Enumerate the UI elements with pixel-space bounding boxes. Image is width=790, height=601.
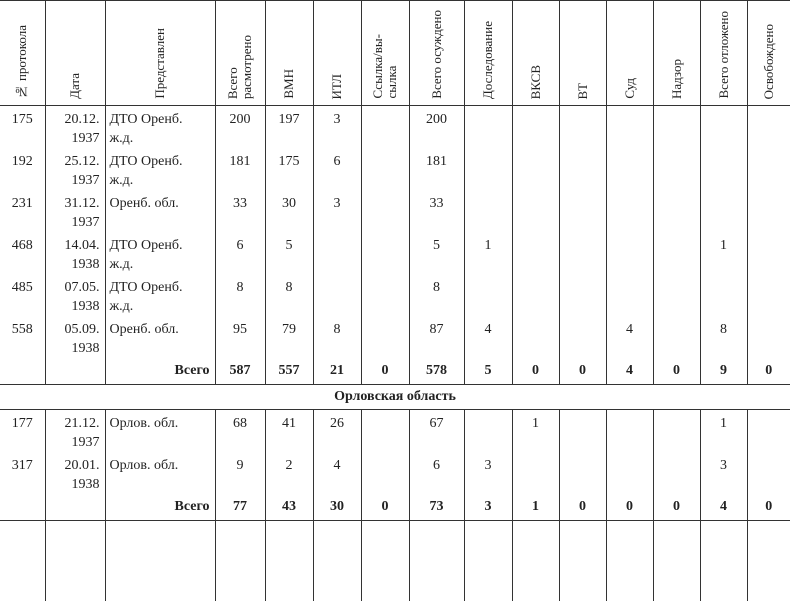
cell-exile xyxy=(361,148,409,190)
col-exile: Ссылка/вы- сылка xyxy=(361,1,409,106)
cell-total-reviewed xyxy=(215,106,265,149)
total-itl xyxy=(313,494,361,521)
col-supervision: Надзор xyxy=(653,1,700,106)
cell-date xyxy=(45,148,105,190)
table-row xyxy=(0,410,790,453)
cell-total-postponed xyxy=(700,190,747,232)
filler-row xyxy=(0,521,790,601)
total-total-reviewed xyxy=(215,358,265,385)
cell-date xyxy=(45,410,105,453)
cell-supervision xyxy=(653,452,700,494)
cell-date xyxy=(45,452,105,494)
cell-date xyxy=(45,190,105,232)
total-reinvestigation-text: 5 xyxy=(485,363,492,378)
cell-total-postponed xyxy=(700,232,747,274)
total-vt-text: 0 xyxy=(579,499,586,514)
cell-vmn xyxy=(265,148,313,190)
total-court xyxy=(606,494,653,521)
cell-court xyxy=(606,316,653,358)
cell-court xyxy=(606,190,653,232)
cell-presented-text: Оренб. обл. xyxy=(110,196,179,211)
empty-cell xyxy=(653,521,700,601)
total-vt xyxy=(559,494,606,521)
cell-itl xyxy=(313,452,361,494)
cell-supervision xyxy=(653,410,700,453)
col-protocol: № протокола xyxy=(0,1,45,106)
cell-presented xyxy=(105,190,215,232)
cell-protocol xyxy=(0,274,45,316)
cell-reinvestigation-text: 4 xyxy=(485,322,492,337)
cell-presented xyxy=(105,452,215,494)
cell-itl-text: 3 xyxy=(334,112,341,127)
cell-date-text: 07.05. 1938 xyxy=(65,280,100,314)
empty-cell xyxy=(409,521,464,601)
cell-court xyxy=(606,232,653,274)
cell-presented-text: ДТО Оренб. ж.д. xyxy=(110,238,183,272)
cell-released xyxy=(747,232,790,274)
cell-total-convicted xyxy=(409,190,464,232)
header-row xyxy=(0,1,790,106)
total-released-text: 0 xyxy=(765,499,772,514)
cell-total-postponed xyxy=(700,316,747,358)
cell-total-convicted xyxy=(409,452,464,494)
total-vmn-text: 43 xyxy=(282,499,296,514)
table-row xyxy=(0,316,790,358)
total-itl-text: 21 xyxy=(330,363,344,378)
total-vksv-text: 0 xyxy=(532,363,539,378)
cell-date xyxy=(45,106,105,149)
total-itl xyxy=(313,358,361,385)
cell-vt xyxy=(559,232,606,274)
cell-vt xyxy=(559,106,606,149)
cell-total-reviewed-text: 200 xyxy=(230,112,251,127)
cell-total-reviewed xyxy=(215,148,265,190)
total-empty xyxy=(45,358,105,385)
empty-cell xyxy=(265,521,313,601)
cell-total-postponed xyxy=(700,106,747,149)
total-total-postponed-text: 9 xyxy=(720,363,727,378)
cell-total-reviewed-text: 95 xyxy=(233,322,247,337)
cell-reinvestigation xyxy=(464,148,512,190)
cell-total-convicted-text: 181 xyxy=(426,154,447,169)
total-vt-text: 0 xyxy=(579,363,586,378)
col-vksv: ВКСВ xyxy=(512,1,559,106)
cell-date xyxy=(45,274,105,316)
empty-cell xyxy=(0,521,45,601)
cell-vt xyxy=(559,410,606,453)
cell-vt xyxy=(559,452,606,494)
cell-protocol xyxy=(0,232,45,274)
cell-total-reviewed-text: 6 xyxy=(237,238,244,253)
cell-total-reviewed-text: 68 xyxy=(233,416,247,431)
cell-protocol-text: 468 xyxy=(12,238,33,253)
cell-vmn-text: 41 xyxy=(282,416,296,431)
col-court: Суд xyxy=(606,1,653,106)
total-empty xyxy=(45,494,105,521)
cell-vt xyxy=(559,316,606,358)
cell-vksv xyxy=(512,274,559,316)
cell-itl xyxy=(313,190,361,232)
cell-supervision xyxy=(653,148,700,190)
table-row xyxy=(0,274,790,316)
cell-total-postponed xyxy=(700,410,747,453)
cell-vmn xyxy=(265,452,313,494)
cell-released xyxy=(747,106,790,149)
total-row xyxy=(0,494,790,521)
cell-presented-text: Орлов. обл. xyxy=(110,416,179,431)
cell-vmn xyxy=(265,106,313,149)
cell-court xyxy=(606,410,653,453)
cell-total-postponed xyxy=(700,148,747,190)
total-court-text: 0 xyxy=(626,499,633,514)
cell-total-convicted xyxy=(409,316,464,358)
cell-vmn xyxy=(265,316,313,358)
cell-released xyxy=(747,410,790,453)
total-supervision-text: 0 xyxy=(673,363,680,378)
cell-date-text: 21.12. 1937 xyxy=(65,416,100,450)
total-label xyxy=(105,494,215,521)
cell-exile xyxy=(361,106,409,149)
cell-total-convicted xyxy=(409,148,464,190)
cell-total-convicted-text: 33 xyxy=(430,196,444,211)
total-total-reviewed xyxy=(215,494,265,521)
total-exile xyxy=(361,358,409,385)
cell-reinvestigation xyxy=(464,274,512,316)
cell-vksv xyxy=(512,410,559,453)
total-reinvestigation xyxy=(464,358,512,385)
total-total-convicted xyxy=(409,494,464,521)
section-title: Орловская область xyxy=(0,385,790,410)
empty-cell xyxy=(45,521,105,601)
empty-cell xyxy=(105,521,215,601)
col-vt: ВТ xyxy=(559,1,606,106)
cell-itl xyxy=(313,148,361,190)
col-released: Освобождено xyxy=(747,1,790,106)
cell-vt xyxy=(559,148,606,190)
cell-court xyxy=(606,106,653,149)
cell-total-reviewed xyxy=(215,316,265,358)
cell-itl-text: 26 xyxy=(330,416,344,431)
cell-reinvestigation-text: 1 xyxy=(485,238,492,253)
cell-exile xyxy=(361,190,409,232)
cell-exile xyxy=(361,274,409,316)
cell-total-postponed-text: 3 xyxy=(720,458,727,473)
cell-total-reviewed xyxy=(215,452,265,494)
total-total-reviewed-text: 587 xyxy=(230,363,251,378)
empty-cell xyxy=(313,521,361,601)
empty-cell xyxy=(559,521,606,601)
total-court xyxy=(606,358,653,385)
cell-itl-text: 3 xyxy=(334,196,341,211)
cell-reinvestigation xyxy=(464,316,512,358)
total-vt xyxy=(559,358,606,385)
cell-total-postponed-text: 1 xyxy=(720,416,727,431)
cell-total-convicted xyxy=(409,274,464,316)
cell-itl-text: 6 xyxy=(334,154,341,169)
cell-supervision xyxy=(653,274,700,316)
cell-protocol-text: 317 xyxy=(12,458,33,473)
cell-presented-text: Орлов. обл. xyxy=(110,458,179,473)
cell-total-reviewed-text: 181 xyxy=(230,154,251,169)
cell-protocol-text: 175 xyxy=(12,112,33,127)
cell-vksv xyxy=(512,106,559,149)
cell-vmn-text: 197 xyxy=(279,112,300,127)
cell-itl xyxy=(313,106,361,149)
cell-presented xyxy=(105,232,215,274)
col-total-convicted: Всего осуждено xyxy=(409,1,464,106)
cell-presented-text: ДТО Оренб. ж.д. xyxy=(110,112,183,146)
cell-presented xyxy=(105,148,215,190)
cell-total-convicted xyxy=(409,232,464,274)
cell-total-convicted xyxy=(409,106,464,149)
total-vksv xyxy=(512,494,559,521)
total-total-postponed-text: 4 xyxy=(720,499,727,514)
total-exile-text: 0 xyxy=(382,363,389,378)
cell-protocol-text: 558 xyxy=(12,322,33,337)
cell-reinvestigation xyxy=(464,190,512,232)
empty-cell xyxy=(512,521,559,601)
empty-cell xyxy=(215,521,265,601)
total-total-convicted-text: 73 xyxy=(430,499,444,514)
cell-total-reviewed xyxy=(215,274,265,316)
cell-court xyxy=(606,452,653,494)
cell-protocol-text: 485 xyxy=(12,280,33,295)
cell-total-postponed-text: 8 xyxy=(720,322,727,337)
cell-exile xyxy=(361,316,409,358)
total-label-text: Всего xyxy=(175,499,210,514)
cell-vmn-text: 2 xyxy=(286,458,293,473)
col-date: Дата xyxy=(45,1,105,106)
cell-protocol xyxy=(0,190,45,232)
total-supervision xyxy=(653,358,700,385)
cell-total-postponed xyxy=(700,452,747,494)
cell-vmn xyxy=(265,190,313,232)
cell-total-reviewed-text: 9 xyxy=(237,458,244,473)
total-empty xyxy=(0,494,45,521)
cell-total-convicted-text: 67 xyxy=(430,416,444,431)
cell-presented-text: ДТО Оренб. ж.д. xyxy=(110,154,183,188)
cell-date-text: 14.04. 1938 xyxy=(65,238,100,272)
col-total-reviewed: Всего расмотрено xyxy=(215,1,265,106)
cell-itl xyxy=(313,410,361,453)
col-reinvestigation: Доследование xyxy=(464,1,512,106)
cell-itl xyxy=(313,232,361,274)
total-vmn xyxy=(265,358,313,385)
cell-released xyxy=(747,274,790,316)
cell-protocol xyxy=(0,410,45,453)
cell-presented xyxy=(105,106,215,149)
total-itl-text: 30 xyxy=(330,499,344,514)
total-released xyxy=(747,358,790,385)
cell-vmn-text: 8 xyxy=(286,280,293,295)
cell-total-reviewed-text: 8 xyxy=(237,280,244,295)
cell-vmn xyxy=(265,232,313,274)
cell-court xyxy=(606,148,653,190)
total-supervision-text: 0 xyxy=(673,499,680,514)
cell-vksv xyxy=(512,190,559,232)
cell-protocol-text: 231 xyxy=(12,196,33,211)
col-vmn: ВМН xyxy=(265,1,313,106)
cell-date-text: 25.12. 1937 xyxy=(65,154,100,188)
cell-presented xyxy=(105,316,215,358)
cell-vksv-text: 1 xyxy=(532,416,539,431)
cell-supervision xyxy=(653,106,700,149)
cell-total-convicted-text: 200 xyxy=(426,112,447,127)
cell-exile xyxy=(361,232,409,274)
cell-reinvestigation xyxy=(464,410,512,453)
cell-supervision xyxy=(653,232,700,274)
cell-exile xyxy=(361,452,409,494)
cell-protocol xyxy=(0,106,45,149)
col-total-postponed: Всего отложено xyxy=(700,1,747,106)
total-label xyxy=(105,358,215,385)
empty-cell xyxy=(361,521,409,601)
cell-exile xyxy=(361,410,409,453)
total-total-reviewed-text: 77 xyxy=(233,499,247,514)
cell-vksv xyxy=(512,452,559,494)
cell-protocol-text: 177 xyxy=(12,416,33,431)
cell-total-reviewed-text: 33 xyxy=(233,196,247,211)
cell-vt xyxy=(559,190,606,232)
empty-cell xyxy=(464,521,512,601)
cell-date-text: 31.12. 1937 xyxy=(65,196,100,230)
total-vmn xyxy=(265,494,313,521)
total-reinvestigation-text: 3 xyxy=(485,499,492,514)
cell-itl xyxy=(313,274,361,316)
table-row xyxy=(0,232,790,274)
cell-vmn-text: 175 xyxy=(279,154,300,169)
cell-itl-text: 4 xyxy=(334,458,341,473)
cell-vmn-text: 30 xyxy=(282,196,296,211)
cell-court-text: 4 xyxy=(626,322,633,337)
cell-vt xyxy=(559,274,606,316)
total-vksv-text: 1 xyxy=(532,499,539,514)
table-row xyxy=(0,148,790,190)
total-released-text: 0 xyxy=(765,363,772,378)
cell-total-reviewed xyxy=(215,410,265,453)
cell-date xyxy=(45,316,105,358)
total-empty xyxy=(0,358,45,385)
cell-reinvestigation xyxy=(464,232,512,274)
cell-date-text: 20.12. 1937 xyxy=(65,112,100,146)
total-supervision xyxy=(653,494,700,521)
cell-presented xyxy=(105,410,215,453)
cell-reinvestigation xyxy=(464,452,512,494)
total-total-convicted-text: 578 xyxy=(426,363,447,378)
cell-vmn xyxy=(265,274,313,316)
cell-total-reviewed xyxy=(215,190,265,232)
cell-court xyxy=(606,274,653,316)
cell-supervision xyxy=(653,316,700,358)
total-exile-text: 0 xyxy=(382,499,389,514)
cell-date-text: 05.09. 1938 xyxy=(65,322,100,356)
cell-vmn-text: 79 xyxy=(282,322,296,337)
cell-released xyxy=(747,452,790,494)
cell-released xyxy=(747,190,790,232)
total-released xyxy=(747,494,790,521)
table-row xyxy=(0,106,790,149)
cell-total-reviewed xyxy=(215,232,265,274)
cell-vksv xyxy=(512,316,559,358)
cell-reinvestigation-text: 3 xyxy=(485,458,492,473)
cell-total-postponed xyxy=(700,274,747,316)
cell-total-convicted-text: 8 xyxy=(433,280,440,295)
cell-total-convicted xyxy=(409,410,464,453)
table-row xyxy=(0,190,790,232)
cell-supervision xyxy=(653,190,700,232)
table-row xyxy=(0,452,790,494)
cell-itl xyxy=(313,316,361,358)
cell-protocol-text: 192 xyxy=(12,154,33,169)
col-itl: ИТЛ xyxy=(313,1,361,106)
cell-vmn-text: 5 xyxy=(286,238,293,253)
cell-total-postponed-text: 1 xyxy=(720,238,727,253)
cell-released xyxy=(747,316,790,358)
section-heading-row xyxy=(0,385,790,410)
total-label-text: Всего xyxy=(175,363,210,378)
cell-total-convicted-text: 6 xyxy=(433,458,440,473)
total-vksv xyxy=(512,358,559,385)
cell-total-convicted-text: 5 xyxy=(433,238,440,253)
cell-reinvestigation xyxy=(464,106,512,149)
total-reinvestigation xyxy=(464,494,512,521)
cell-released xyxy=(747,148,790,190)
cell-itl-text: 8 xyxy=(334,322,341,337)
cell-presented-text: Оренб. обл. xyxy=(110,322,179,337)
cell-presented-text: ДТО Оренб. ж.д. xyxy=(110,280,183,314)
col-presented: Представлен xyxy=(105,1,215,106)
empty-cell xyxy=(606,521,653,601)
empty-cell xyxy=(747,521,790,601)
total-total-postponed xyxy=(700,358,747,385)
cell-protocol xyxy=(0,316,45,358)
cell-vksv xyxy=(512,232,559,274)
cell-vksv xyxy=(512,148,559,190)
total-row xyxy=(0,358,790,385)
total-court-text: 4 xyxy=(626,363,633,378)
cell-protocol xyxy=(0,452,45,494)
cell-presented xyxy=(105,274,215,316)
cell-date-text: 20.01. 1938 xyxy=(65,458,100,492)
empty-cell xyxy=(700,521,747,601)
total-total-convicted xyxy=(409,358,464,385)
total-total-postponed xyxy=(700,494,747,521)
total-exile xyxy=(361,494,409,521)
cell-date xyxy=(45,232,105,274)
cell-vmn xyxy=(265,410,313,453)
cell-total-convicted-text: 87 xyxy=(430,322,444,337)
total-vmn-text: 557 xyxy=(279,363,300,378)
cell-protocol xyxy=(0,148,45,190)
